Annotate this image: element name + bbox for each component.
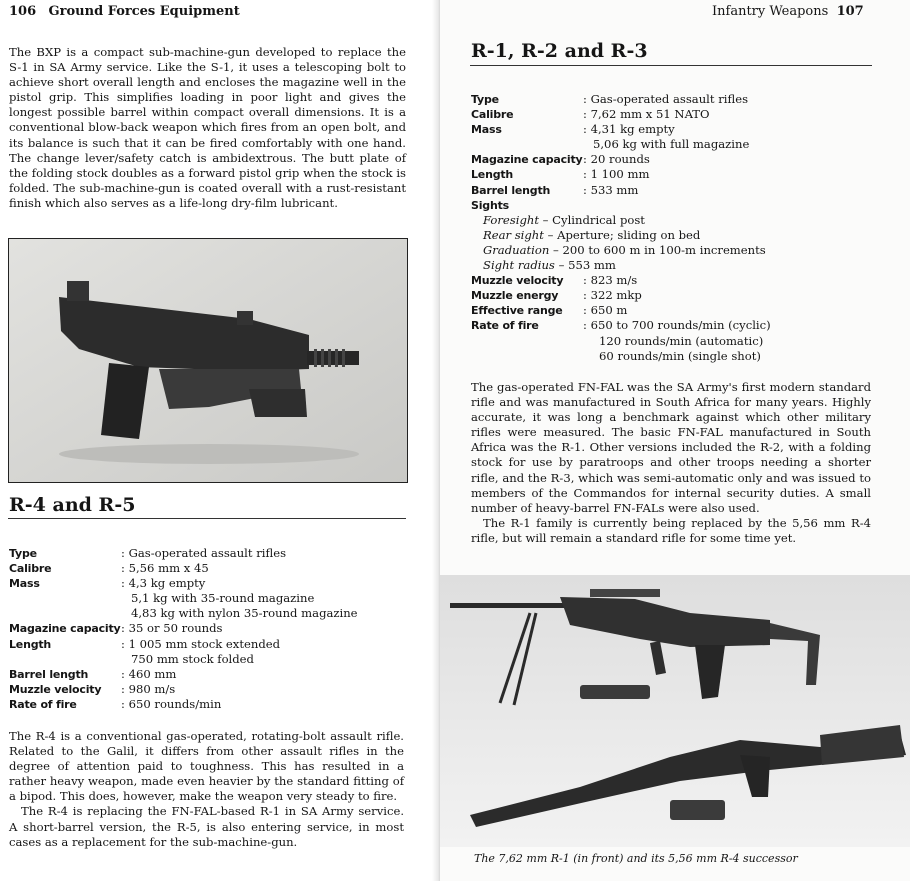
left-running-title: Ground Forces Equipment: [48, 4, 240, 19]
spec-sub-label: Foresight: [483, 212, 539, 227]
spec-value: 650 m: [590, 303, 628, 318]
bxp-photo: [8, 238, 408, 483]
spec-sub-value: Aperture; sliding on bed: [557, 227, 701, 242]
spec-label: Length: [9, 637, 52, 651]
left-page-number: 106: [9, 4, 37, 19]
r1-r4-rifles-image: [440, 575, 910, 847]
spec-label: Magazine capacity: [9, 622, 121, 636]
spec-value: 1 005 mm stock extended: [128, 636, 281, 651]
spec-value-continued: 60 rounds/min (single shot): [599, 348, 761, 363]
spec-row-rate: Rate of fire : 650 rounds/min: [9, 696, 222, 711]
spec-value: 533 mm: [590, 182, 639, 197]
spec-label: Length: [471, 168, 514, 182]
spec-value: 1 100 mm: [590, 167, 650, 182]
bxp-paragraph: The BXP is a compact sub-machine-gun developed to replace the S-1 in SA Army service. Like the S-1, it uses a telescoping bolt to achieve short overall length and encloses the magazine well in the pistol grip. This simplifies loading in poor light and gives the longest possible barrel within compact overall dimensions. It is a conventional blow-back weapon which fires from an open bolt, and its balance is such that it can be fired comfortably with one hand. The change lever/safety catch is ambidextrous. The butt plate of the folding stock doubles as a forward pistol grip when the stock is folded. The sub-machine-gun is coated overall with a rust-resistant finish which also serves as a life-long dry-film lubricant.: [9, 45, 406, 210]
spec-value: 20 rounds: [590, 152, 650, 167]
right-page: [440, 0, 910, 881]
spec-label: Muzzle velocity: [9, 682, 102, 696]
spec-row-type: Type : Gas-operated assault rifles: [9, 546, 287, 560]
spec-value: Gas-operated assault rifles: [590, 92, 749, 106]
spec-row-length: Length : 1 005 mm stock extended: [9, 636, 281, 651]
spec-value: Gas-operated assault rifles: [128, 546, 287, 560]
spec-value-continued: 5,1 kg with 35-round magazine: [131, 591, 315, 606]
spec-label: Mass: [9, 577, 40, 591]
r4-heading-rule: [8, 518, 406, 519]
spec-sub-sight-radius: Sight radius – 553 mm: [483, 258, 616, 273]
spec-row-muzzle-energy: Muzzle energy : 322 mkp: [471, 288, 642, 303]
spec-row-barrel: Barrel length : 533 mm: [471, 182, 639, 197]
spec-label: Type: [9, 547, 37, 560]
spec-label: Muzzle energy: [471, 289, 559, 303]
rifles-photo: [440, 575, 910, 847]
spec-value: 4,31 kg empty: [590, 122, 675, 137]
spec-label: Effective range: [471, 304, 563, 318]
spec-sub-rear-sight: Rear sight – Aperture; sliding on bed: [483, 227, 701, 242]
spec-label: Mass: [471, 123, 502, 137]
spec-row-sights: [471, 198, 881, 213]
bxp-description: [9, 45, 406, 211]
photo-caption: The 7,62 mm R-1 (in front) and its 5,56 mm R-4 successor: [474, 852, 798, 865]
spec-value-continued: 120 rounds/min (automatic): [599, 333, 764, 348]
spec-value: 460 mm: [128, 666, 177, 681]
right-running-title: Infantry Weapons: [712, 4, 829, 19]
spec-value-continued: 750 mm stock folded: [131, 651, 254, 666]
spec-label: Barrel length: [471, 183, 551, 197]
spec-sub-value: 200 to 600 m in 100-m increments: [562, 242, 766, 257]
spec-value: 5,56 mm x 45: [128, 561, 209, 576]
fal-description: [471, 380, 871, 546]
bxp-smg-image: [9, 239, 407, 482]
spec-value: 823 m/s: [590, 273, 638, 288]
spec-sub-graduation: Graduation – 200 to 600 m in 100-m increments: [483, 242, 766, 257]
spec-row-mass: Mass : 4,3 kg empty: [9, 576, 206, 591]
spec-sub-value: Cylindrical post: [552, 212, 645, 227]
spec-value: 650 rounds/min: [128, 696, 222, 711]
r4-paragraph-2: The R-4 is replacing the FN-FAL-based R-1 in SA Army service. A short-barrel version, the R-5, is also entering service, in most cases as a replacement for the sub-machine-gun.: [9, 804, 404, 849]
spec-label: Magazine capacity: [471, 153, 583, 167]
spec-sub-value: 553 mm: [568, 258, 616, 273]
spec-row-calibre: Calibre : 7,62 mm x 51 NATO: [471, 107, 710, 122]
spec-row-barrel: Barrel length : 460 mm: [9, 666, 177, 681]
spec-label: Calibre: [9, 562, 52, 576]
spec-value: 980 m/s: [128, 681, 176, 696]
spec-value: 4,3 kg empty: [128, 576, 206, 591]
spec-label: Sights: [471, 198, 510, 212]
spec-label: Rate of fire: [9, 697, 77, 711]
r1-r3-heading: R-1, R-2 and R-3: [471, 40, 648, 62]
r4-specs-table: [9, 546, 409, 712]
fal-paragraph-1: The gas-operated FN-FAL was the SA Army's first modern standard rifle and was manufactured in South Africa for many years. Highly accurate, it was long a benchmark against which other military rifles were measured. The basic FN-FAL manufactured in South Africa was the R-1. Other versions included the R-2, with a folding stock for use by paratroops and other troops needing a shorter rifle, and the R-3, which was semi-automatic only and was issued to members of the Commandos for internal security duties. A small number of heavy-barrel FN-FALs were also used.: [471, 380, 871, 515]
spec-label: Rate of fire: [471, 319, 539, 333]
fal-paragraph-2: The R-1 family is currently being replaced by the 5,56 mm R-4 rifle, but will remain a standard rifle for some time yet.: [471, 515, 871, 545]
left-page: [0, 0, 440, 881]
spec-value: 322 mkp: [590, 288, 642, 303]
spec-row-type: Type : Gas-operated assault rifles: [471, 92, 749, 106]
r4-description: [9, 729, 404, 850]
r4-paragraph-1: The R-4 is a conventional gas-operated, rotating-bolt assault rifle. Related to the Galil, it differs from other assault rifles in the degree of attention paid to toughness. This has resulted in a rather heavy weapon, made even heavier by the standard fitting of a bipod. This does, however, make the weapon very steady to fire.: [9, 729, 404, 804]
spec-value: 650 to 700 rounds/min (cyclic): [590, 318, 771, 333]
spec-sub-foresight: Foresight – Cylindrical post: [483, 212, 645, 227]
r4-r5-heading: R-4 and R-5: [9, 494, 136, 516]
spec-label: Muzzle velocity: [471, 274, 564, 288]
left-running-head: [9, 4, 240, 19]
spec-value-continued: 4,83 kg with nylon 35-round magazine: [131, 606, 358, 621]
spec-row-calibre: Calibre : 5,56 mm x 45: [9, 561, 209, 576]
spec-label: Calibre: [471, 108, 514, 122]
r1-specs-table: [471, 92, 881, 364]
right-running-head: [712, 4, 864, 19]
spec-row-magazine: Magazine capacity : 35 or 50 rounds: [9, 621, 223, 636]
spec-sub-label: Graduation: [483, 242, 550, 257]
spec-row-mass: Mass : 4,31 kg empty: [471, 122, 675, 137]
spec-label: Barrel length: [9, 667, 89, 681]
spec-value-continued: 5,06 kg with full magazine: [593, 137, 750, 152]
spec-value: 35 or 50 rounds: [128, 621, 223, 636]
spec-row-magazine: Magazine capacity : 20 rounds: [471, 152, 650, 167]
right-page-number: 107: [836, 4, 864, 19]
spec-value: 7,62 mm x 51 NATO: [590, 107, 710, 122]
spec-row-muzzle-velocity: Muzzle velocity : 823 m/s: [471, 273, 638, 288]
spec-row-length: Length : 1 100 mm: [471, 167, 650, 182]
spec-row-muzzle-velocity: Muzzle velocity : 980 m/s: [9, 681, 176, 696]
spec-row-effective-range: Effective range : 650 m: [471, 303, 628, 318]
spec-sub-label: Rear sight: [483, 227, 544, 242]
spec-sub-label: Sight radius: [483, 258, 555, 273]
spec-label: Type: [471, 93, 499, 106]
spec-row-rate: Rate of fire : 650 to 700 rounds/min (cyclic): [471, 318, 771, 333]
r1-heading-rule: [470, 65, 872, 66]
